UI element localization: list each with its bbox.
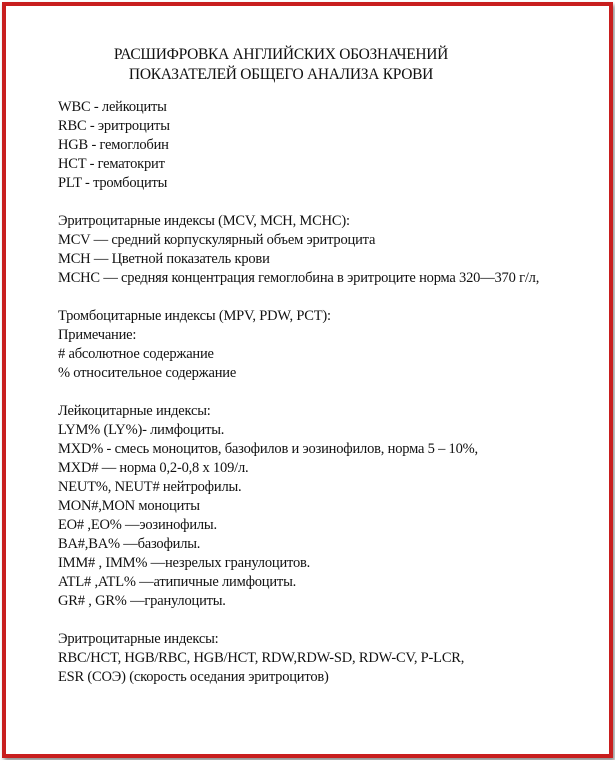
list-item: RBC - эритроциты — [58, 118, 170, 134]
section-heading: Тромбоцитарные индексы (MPV, PDW, PCT): — [58, 308, 331, 324]
list-item: GR# , GR% —гранулоциты. — [58, 593, 226, 609]
thrombocyte-indices-section — [58, 307, 578, 383]
list-item: MCH — Цветной показатель крови — [58, 251, 270, 267]
list-item: EO# ,EO% —эозинофилы. — [58, 517, 217, 533]
list-item: ESR (СОЭ) (скорость оседания эритроцитов) — [58, 669, 329, 685]
title-line-2: ПОКАЗАТЕЛЕЙ ОБЩЕГО АНАЛИЗА КРОВИ — [128, 66, 434, 83]
basic-indicators-section — [58, 98, 578, 193]
document-frame — [2, 2, 613, 758]
list-item: HGB - гемоглобин — [58, 137, 169, 153]
list-item: PLT - тромбоциты — [58, 175, 168, 191]
list-item: Примечание: — [58, 327, 137, 343]
section-heading: Эритроцитарные индексы (MCV, MCH, MCHC): — [58, 213, 350, 229]
list-item: MXD% - смесь моноцитов, базофилов и эозинофилов, норма 5 – 10%, — [58, 441, 478, 457]
list-item: WBC - лейкоциты — [58, 99, 167, 115]
list-item: % относительное содержание — [58, 365, 237, 381]
section-heading: Эритроцитарные индексы: — [58, 631, 219, 647]
erythrocyte-indices-section — [58, 212, 578, 288]
document-body — [58, 98, 578, 687]
list-item: MXD# — норма 0,2-0,8 х 109/л. — [58, 460, 249, 476]
erythrocyte-indices-extra-section — [58, 630, 578, 687]
list-item: ATL# ,ATL% —атипичные лимфоциты. — [58, 574, 297, 590]
leukocyte-indices-section — [58, 402, 578, 611]
list-item: NEUT%, NEUT# нейтрофилы. — [58, 479, 242, 495]
list-item: BA#,BA% —базофилы. — [58, 536, 201, 552]
list-item: MCHC — средняя концентрация гемоглобина в эритроците норма 320—370 г/л, — [58, 270, 540, 286]
list-item: MCV — средний корпускулярный объем эритроцита — [58, 232, 376, 248]
list-item: # абсолютное содержание — [58, 346, 214, 362]
list-item: LYM% (LY%)- лимфоциты. — [58, 422, 225, 438]
title-line-1: РАСШИФРОВКА АНГЛИЙСКИХ ОБОЗНАЧЕНИЙ — [113, 46, 449, 63]
list-item: IMM# , IMM% —незрелых гранулоцитов. — [58, 555, 311, 571]
list-item: MON#,MON моноциты — [58, 498, 200, 514]
list-item: RBC/HCT, HGB/RBC, HGB/HCT, RDW,RDW-SD, RDW-CV, P-LCR, — [58, 650, 465, 666]
page-title — [66, 45, 496, 85]
list-item: HCT - гематокрит — [58, 156, 165, 172]
section-heading: Лейкоцитарные индексы: — [58, 403, 211, 419]
